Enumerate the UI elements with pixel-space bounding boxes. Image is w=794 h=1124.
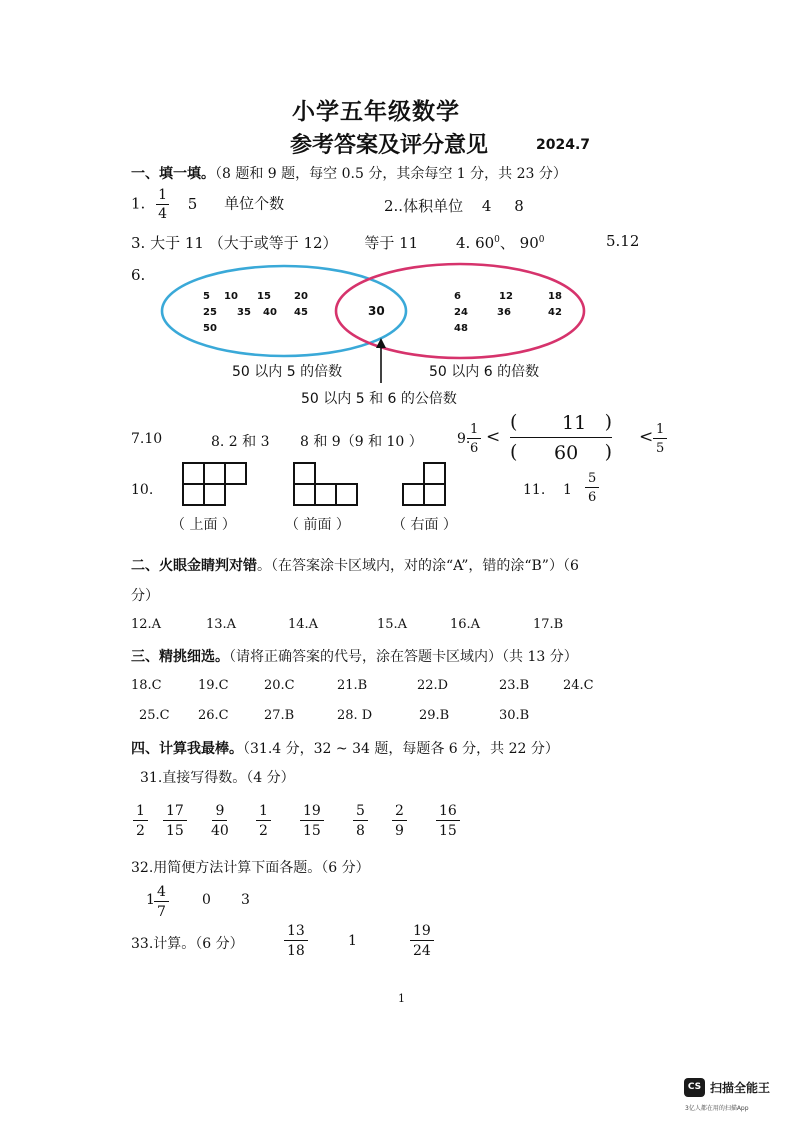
section2-heading: 二、火眼金睛判对错 xyxy=(131,558,257,574)
q4-mid: 、 90 xyxy=(499,234,539,252)
q9-box-den: 60 xyxy=(554,442,579,464)
q3-answer xyxy=(131,232,418,253)
answer-item: 14.A xyxy=(288,617,319,632)
q33-fraction1 xyxy=(284,924,308,958)
answer-item: 16.A xyxy=(450,617,481,632)
q9-f1-den: 6 xyxy=(470,441,479,456)
q9-box-num: 11 xyxy=(562,412,587,434)
q31-fraction: 1 2 xyxy=(256,804,271,838)
view-front-shape xyxy=(294,463,357,505)
q9-fraction-bar xyxy=(510,437,612,438)
answer-item: 28. D xyxy=(337,708,373,723)
q31-fraction: 1 2 xyxy=(133,804,148,838)
paren-open: ( xyxy=(510,411,518,433)
q1-frac-num: 1 xyxy=(158,187,168,203)
section3-row1 xyxy=(131,678,594,693)
venn-num: 50 xyxy=(203,323,217,334)
q9-number: 9. xyxy=(457,431,471,447)
q1-unit-count: 单位个数 xyxy=(224,194,285,213)
q2-text: 2..体积单位 xyxy=(384,197,464,215)
venn-num: 20 xyxy=(294,291,308,302)
q31-fraction: 17 15 xyxy=(163,804,187,838)
watermark-tagline: 3亿人都在用的扫描App xyxy=(685,1105,749,1112)
q11-frac-num: 5 xyxy=(585,472,599,488)
section3-note: （请将正确答案的代号，涂在答题卡区域内）（共 13 分） xyxy=(229,649,578,665)
venn-num: 24 xyxy=(454,307,468,318)
q1-answer xyxy=(131,188,284,221)
venn-num: 36 xyxy=(497,307,511,318)
answer-item: 24.C xyxy=(563,678,594,693)
answer-item: 21.B xyxy=(337,678,368,693)
answer-item: 25.C xyxy=(139,708,170,723)
page-subtitle: 参考答案及评分意见 xyxy=(290,133,489,158)
answer-item: 15.A xyxy=(377,617,408,632)
view-front-label: （ 前面 ） xyxy=(285,517,350,533)
q33-f1-den: 18 xyxy=(287,943,305,959)
venn-num: 48 xyxy=(454,323,468,334)
q32-whole: 1 xyxy=(146,892,155,908)
answer-item: 17.B xyxy=(533,617,564,632)
q33-fraction3 xyxy=(410,924,434,958)
venn-num: 42 xyxy=(548,307,562,318)
q9-fraction-left xyxy=(467,423,481,455)
date-label: 2024.7 xyxy=(536,137,591,153)
page-title: 小学五年级数学 xyxy=(292,99,460,125)
section3-heading: 三、精挑细选。 xyxy=(131,649,229,665)
q4-answer xyxy=(456,232,545,253)
q2-value1: 4 xyxy=(481,197,492,215)
q9-f1-num: 1 xyxy=(467,423,481,439)
venn-label-common: 50 以内 5 和 6 的公倍数 xyxy=(301,391,457,407)
q3-value2: 等于 11 xyxy=(364,234,419,252)
answer-item: 27.B xyxy=(264,708,295,723)
q5-answer: 5.12 xyxy=(606,232,640,250)
q32-frac-num: 4 xyxy=(154,885,169,902)
watermark-name: 扫描全能王 xyxy=(710,1081,771,1095)
q3-text: 3. 大于 11 （大于或等于 12） xyxy=(131,234,338,252)
q4-sup1: 0 xyxy=(494,235,500,245)
q9-less-than: < xyxy=(486,427,501,447)
q33-value2: 1 xyxy=(348,933,357,949)
venn-arrow-head xyxy=(376,338,386,348)
answer-item: 29.B xyxy=(419,708,450,723)
answer-item: 26.C xyxy=(198,708,229,723)
view-right-shape xyxy=(403,463,445,505)
paren-close: ) xyxy=(604,441,612,463)
q31-fraction: 19 15 xyxy=(300,804,324,838)
answer-item: 19.C xyxy=(198,678,229,693)
q1-frac-den: 4 xyxy=(158,206,168,222)
venn-num: 35 xyxy=(237,307,251,318)
section2-note-cont: 分） xyxy=(131,588,159,604)
q9-answer-box xyxy=(510,409,612,465)
q9-f3-den: 5 xyxy=(656,441,665,456)
venn-label-right: 50 以内 6 的倍数 xyxy=(429,364,540,380)
q33-f3-den: 24 xyxy=(413,943,431,959)
q11-fraction xyxy=(585,472,599,504)
section2-note: 。（在答案涂卡区域内，对的涂“A”，错的涂“B”）（6 xyxy=(257,558,579,574)
q4-sup2: 0 xyxy=(538,235,545,245)
view-top-shape xyxy=(183,463,246,505)
venn-num: 6 xyxy=(454,291,461,302)
q33-title: 33.计算。（6 分） xyxy=(131,936,244,952)
q32-value3: 3 xyxy=(241,892,250,908)
venn-label-left: 50 以内 5 的倍数 xyxy=(232,364,343,380)
q1-number: 1. xyxy=(131,194,146,213)
section1-heading-line xyxy=(131,163,567,183)
answer-item: 13.A xyxy=(206,617,237,632)
page-number: 1 xyxy=(398,992,405,1005)
q32-title: 32.用简便方法计算下面各题。（6 分） xyxy=(131,860,370,876)
venn-num: 25 xyxy=(203,307,217,318)
section1-note: （8 题和 9 题，每空 0.5 分，其余每空 1 分，共 23 分） xyxy=(215,166,567,182)
q33-f3-num: 19 xyxy=(410,924,434,941)
q1-value: 5 xyxy=(187,194,198,213)
answer-item: 20.C xyxy=(264,678,295,693)
q31-fraction: 16 15 xyxy=(436,804,460,838)
section4-note: （31.4 分，32 ~ 34 题，每题各 6 分，共 22 分） xyxy=(243,741,559,757)
section3-row2 xyxy=(139,708,529,723)
q1-fraction xyxy=(156,188,169,221)
venn-num: 15 xyxy=(257,291,271,302)
q31-fraction: 2 9 xyxy=(392,804,407,838)
venn-center-number: 30 xyxy=(368,304,385,318)
q11-whole: 1 xyxy=(563,482,572,498)
venn-num: 18 xyxy=(548,291,562,302)
venn-num: 12 xyxy=(499,291,513,302)
q8-answer1: 8. 2 和 3 xyxy=(211,434,270,450)
venn-num: 45 xyxy=(294,307,308,318)
venn-num: 10 xyxy=(224,291,238,302)
q2-value2: 8 xyxy=(514,197,524,215)
q31-title: 31.直接写得数。（4 分） xyxy=(140,770,295,786)
view-right-label: （ 右面 ） xyxy=(392,517,457,533)
q9-less-than-2: < xyxy=(639,427,654,447)
answer-item: 23.B xyxy=(499,678,530,693)
q9-fraction-right xyxy=(653,423,667,455)
venn-right-numbers xyxy=(454,289,562,337)
q9-f3-num: 1 xyxy=(653,423,667,439)
q2-answer xyxy=(384,195,524,216)
section3-heading-line xyxy=(131,646,578,666)
paren-close: ) xyxy=(604,411,612,433)
q6-number: 6. xyxy=(131,266,146,284)
view-top-label: （ 上面 ） xyxy=(171,517,236,533)
section2-answers xyxy=(131,617,563,632)
q11-number: 11. xyxy=(523,482,546,498)
q32-fraction xyxy=(154,885,169,919)
q31-fraction: 5 8 xyxy=(353,804,368,838)
q33-f1-num: 13 xyxy=(284,924,308,941)
answer-item: 22.D xyxy=(417,678,449,693)
q11-frac-den: 6 xyxy=(588,490,597,505)
answer-item: 18.C xyxy=(131,678,162,693)
q7-answer: 7.10 xyxy=(131,431,163,447)
answer-item: 12.A xyxy=(131,617,162,632)
scanner-watermark xyxy=(684,1078,784,1118)
q8-answer2: 8 和 9（9 和 10 ） xyxy=(300,434,423,450)
q4-prefix: 4. 60 xyxy=(456,234,495,252)
answer-item: 30.B xyxy=(499,708,530,723)
section4-heading-line xyxy=(131,738,559,758)
venn-num: 40 xyxy=(263,307,277,318)
section2-heading-line xyxy=(131,555,579,575)
q10-number: 10. xyxy=(131,482,154,498)
q32-value2: 0 xyxy=(202,892,211,908)
paren-open: ( xyxy=(510,441,518,463)
venn-left-numbers xyxy=(203,289,308,337)
section1-heading: 一、填一填。 xyxy=(131,166,215,182)
q31-fraction: 9 40 xyxy=(211,803,229,839)
section4-heading: 四、计算我最棒。 xyxy=(131,741,243,757)
venn-num: 5 xyxy=(203,291,210,302)
cs-logo-icon: CS xyxy=(684,1078,705,1097)
q32-frac-den: 7 xyxy=(157,904,166,920)
